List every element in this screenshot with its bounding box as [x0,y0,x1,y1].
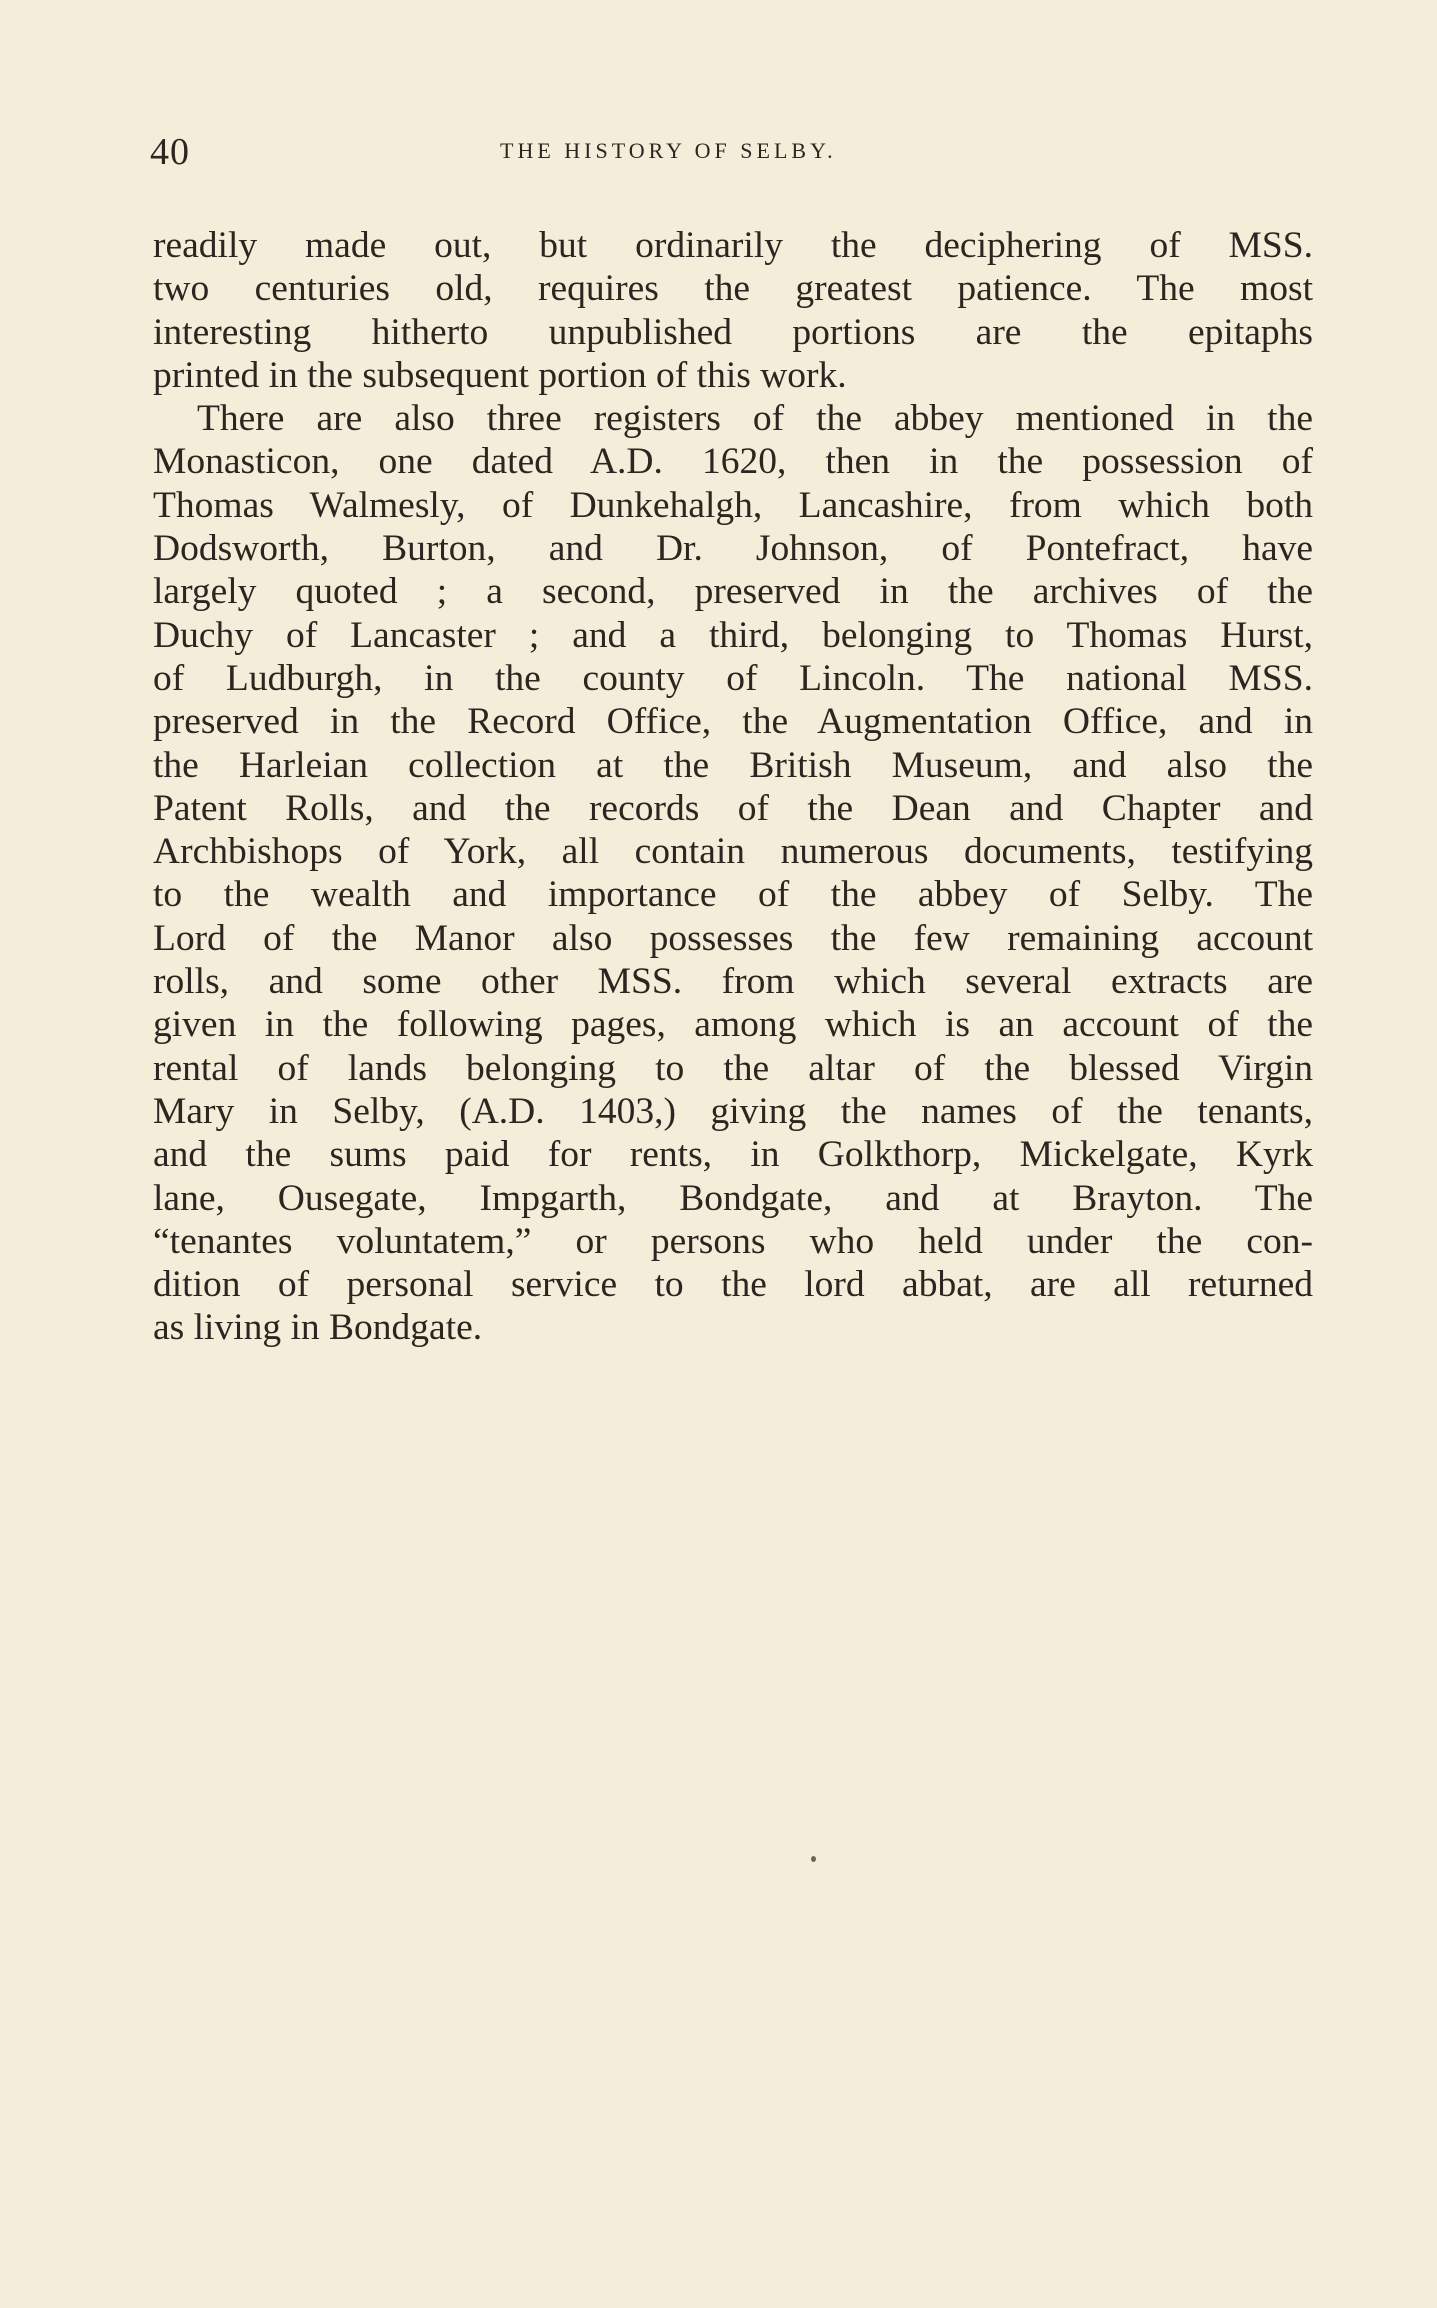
text-line: and the sums paid for rents, in Golkthorp, Mickelgate, Kyrk [153,1134,1313,1176]
text-line: Dodsworth, Burton, and Dr. Johnson, of Pontefract, have [153,528,1313,570]
text-line: Duchy of Lancaster ; and a third, belonging to Thomas Hurst, [153,614,1313,656]
text-line: of Ludburgh, in the county of Lincoln. The national MSS. [153,657,1313,699]
text-line: two centuries old, requires the greatest patience. The most [153,268,1313,310]
text-line: interesting hitherto unpublished portions are the epitaphs [153,311,1313,353]
text-line: printed in the subsequent portion of this work. [153,354,847,396]
text-line: dition of personal service to the lord abbat, are all returned [153,1264,1313,1306]
ink-speck [811,1856,816,1862]
text-line: preserved in the Record Office, the Augmentation Office, and in [153,701,1313,743]
text-line: Archbishops of York, all contain numerous documents, testifying [153,831,1313,873]
text-line: Thomas Walmesly, of Dunkehalgh, Lancashire, from which both [153,484,1313,526]
body-text [153,224,1313,1350]
text-line: Patent Rolls, and the records of the Dean and Chapter and [153,787,1313,829]
text-line: “tenantes voluntatem,” or persons who held under the con- [153,1220,1313,1262]
text-line: Monasticon, one dated A.D. 1620, then in the possession of [153,441,1313,483]
text-line: given in the following pages, among which is an account of the [153,1004,1313,1046]
page-number: 40 [150,131,190,173]
text-line: rolls, and some other MSS. from which several extracts are [153,961,1313,1003]
text-line: readily made out, but ordinarily the deciphering of MSS. [153,225,1313,266]
text-line: Lord of the Manor also possesses the few remaining account [153,917,1313,959]
paragraph-start-line: There are also three registers of the abbey mentioned in the [197,398,1313,440]
text-line: rental of lands belonging to the altar of the blessed Virgin [153,1047,1313,1089]
text-line: Mary in Selby, (A.D. 1403,) giving the names of the tenants, [153,1090,1313,1132]
text-line: to the wealth and importance of the abbey of Selby. The [153,874,1313,916]
text-line: the Harleian collection at the British Museum, and also the [153,744,1313,786]
text-line: largely quoted ; a second, preserved in the archives of the [153,571,1313,613]
text-line: lane, Ousegate, Impgarth, Bondgate, and at Brayton. The [153,1177,1313,1219]
text-line: as living in Bondgate. [153,1307,483,1349]
running-title: THE HISTORY OF SELBY. [500,138,837,163]
